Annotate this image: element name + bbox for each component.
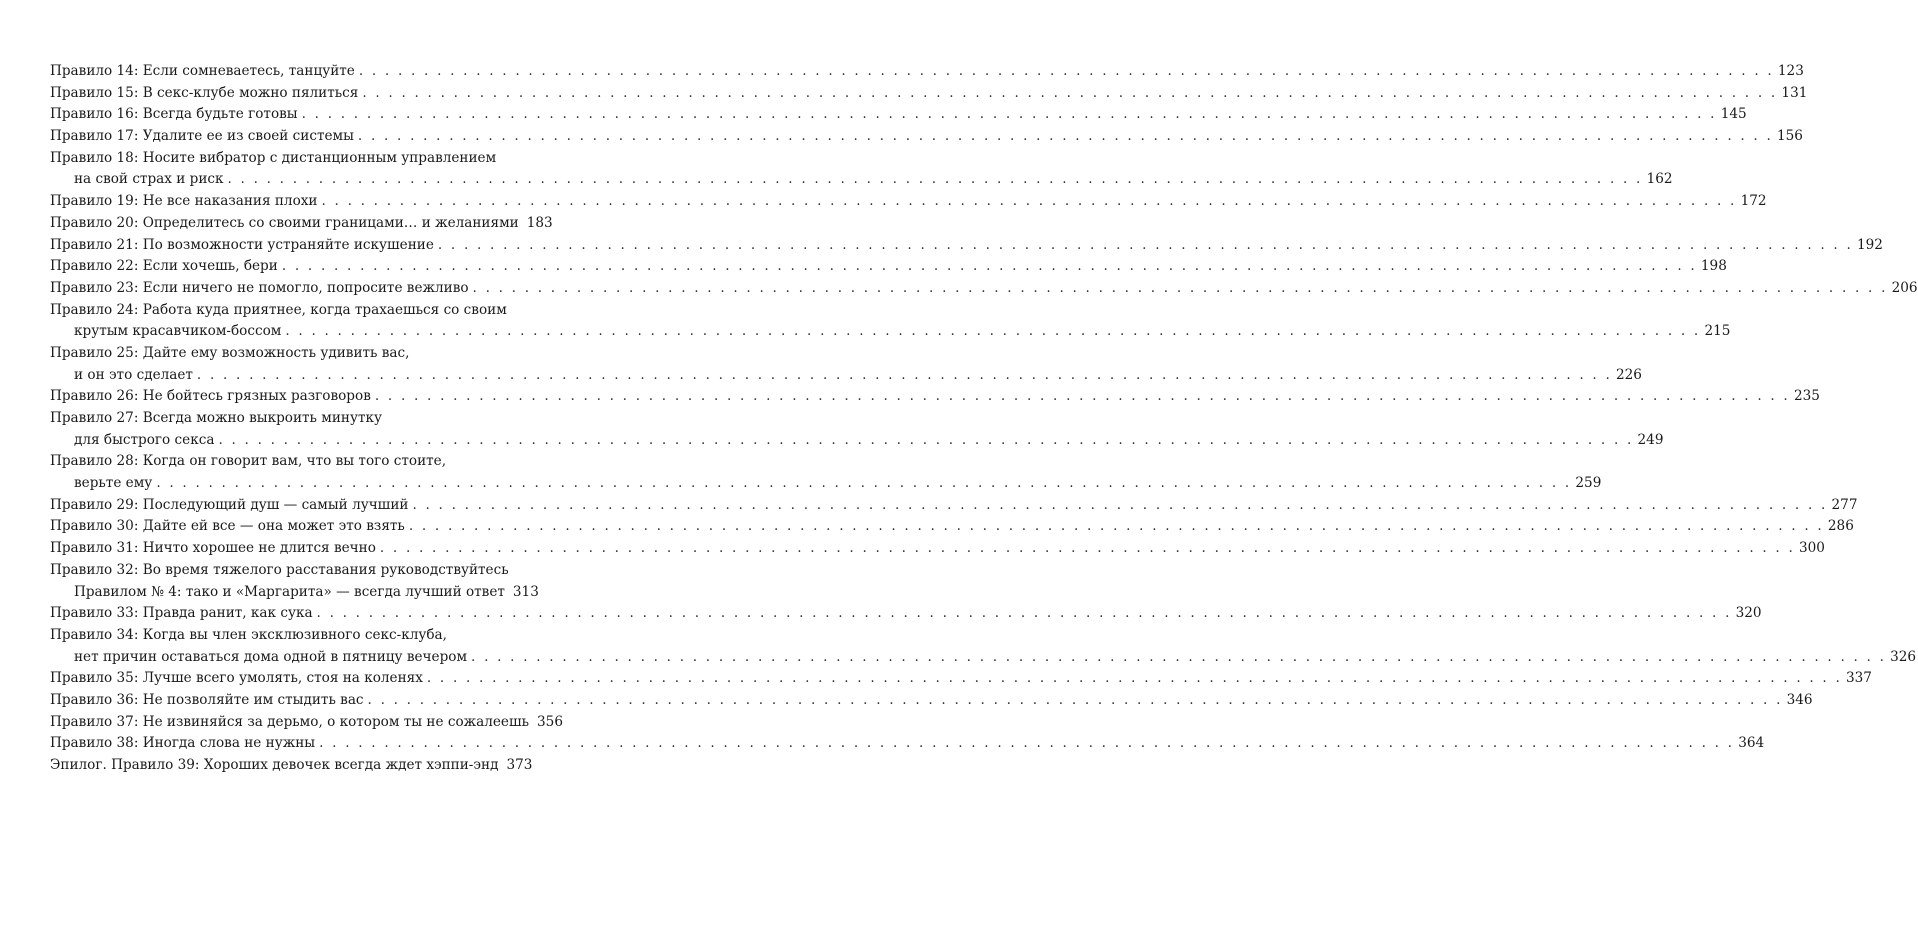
toc-entry-title: Правило 20: Определитесь со своими границами… и желаниями (50, 214, 519, 231)
toc-entry-title: крутым красавчиком-боссом (74, 323, 282, 340)
toc-entry-line (50, 473, 1602, 495)
toc-entry-title: Правило 14: Если сомневаетесь, танцуйте (50, 63, 355, 79)
toc-entry[interactable] (50, 386, 1820, 408)
dot-leader (427, 668, 1842, 690)
toc-entry-line (50, 495, 1858, 517)
toc-entry-line (50, 256, 1727, 278)
toc-entry-line (50, 582, 539, 604)
toc-entry[interactable] (50, 408, 1664, 451)
toc-entry-line (50, 213, 553, 235)
toc-entry-line (50, 538, 1825, 560)
toc-entry-title: Правило 32: Во время тяжелого расставания руководствуйтесь (50, 561, 509, 578)
toc-page-number: 192 (1856, 236, 1883, 253)
toc-entry-title: Правило 24: Работа куда приятнее, когда трахаешься со своим (50, 301, 507, 318)
toc-entry-line (50, 365, 1642, 387)
toc-entry-line (50, 126, 1803, 148)
toc-entry[interactable] (50, 755, 533, 777)
toc-page-number: 286 (1827, 518, 1854, 535)
toc-entry-title: на свой страх и риск (74, 171, 224, 188)
toc-page-number: 235 (1793, 388, 1820, 405)
toc-page-number: 172 (1740, 193, 1767, 210)
toc-page-number: 277 (1831, 496, 1858, 513)
dot-leader (473, 278, 1888, 300)
dot-leader (368, 690, 1783, 712)
toc-entry-line (50, 61, 1804, 83)
toc-page-number: 300 (1798, 540, 1825, 557)
dot-leader (471, 647, 1886, 669)
toc-entry[interactable] (50, 343, 1642, 386)
dot-leader (380, 538, 1795, 560)
toc-page-number: 145 (1720, 106, 1747, 123)
toc-entry-title: Правило 30: Дайте ей все — она может это взять (50, 518, 405, 535)
toc-page-number: 131 (1781, 84, 1808, 101)
dot-leader (438, 235, 1853, 257)
toc-entry[interactable] (50, 213, 553, 235)
dot-leader (285, 321, 1700, 343)
toc-page-number: 226 (1616, 366, 1642, 383)
dot-leader (412, 495, 1827, 517)
toc-page-number: 249 (1637, 431, 1664, 448)
toc-entry-line (50, 755, 533, 777)
toc-entry-title: нет причин оставаться дома одной в пятницу вечером (74, 648, 468, 665)
dot-leader (321, 191, 1736, 213)
toc-entry[interactable] (50, 538, 1825, 560)
toc-entry-line (50, 690, 1813, 712)
toc-entry[interactable] (50, 148, 1673, 191)
toc-entry[interactable] (50, 278, 1918, 300)
toc-entry-title: верьте ему (74, 475, 153, 492)
toc-entry[interactable] (50, 733, 1765, 755)
toc-entry-line (50, 386, 1820, 408)
toc-entry[interactable] (50, 83, 1808, 105)
toc-page-number: 206 (1891, 279, 1918, 296)
toc-entry-title: Правило 36: Не позволяйте им стыдить вас (50, 691, 364, 708)
toc-entry-title: Правило 34: Когда вы член эксклюзивного секс-клуба, (50, 626, 447, 643)
toc-entry-line (50, 560, 515, 582)
dot-leader (317, 603, 1732, 625)
toc-entry-line (50, 83, 1808, 105)
toc-entry-title: Правило 25: Дайте ему возможность удивить вас, (50, 344, 410, 361)
dot-leader (362, 83, 1777, 105)
toc-entry-line (50, 169, 1673, 191)
toc-entry-title: и он это сделает (74, 366, 193, 383)
dot-leader (282, 256, 1697, 278)
toc-entry-line (50, 733, 1765, 755)
toc-entry-title: Правило 29: Последующий душ — самый лучший (50, 496, 409, 513)
toc-entry-title: Правило 33: Правда ранит, как сука (50, 605, 313, 622)
dot-leader (358, 126, 1773, 148)
toc-page-number: 337 (1845, 670, 1872, 687)
toc-entry-line (50, 712, 563, 734)
toc-entry[interactable] (50, 191, 1767, 213)
toc-entry-title: Правило 16: Всегда будьте готовы (50, 106, 298, 123)
toc-entry-title: Правило 37: Не извиняйся за дерьмо, о котором ты не сожалеешь (50, 713, 530, 730)
toc-entry[interactable] (50, 516, 1854, 538)
toc-entry[interactable] (50, 712, 563, 734)
toc-entry-title: Правило 22: Если хочешь, бери (50, 258, 278, 275)
toc-entry-line (50, 278, 1918, 300)
dot-leader (375, 386, 1790, 408)
toc-entry-line (50, 451, 515, 473)
dot-leader (197, 365, 1612, 387)
toc-entry-title: Правило 31: Ничто хорошее не длится вечно (50, 540, 376, 557)
toc-entry-title: Правило 21: По возможности устраняйте искушение (50, 236, 434, 253)
toc-page-number: 162 (1646, 171, 1673, 188)
toc-entry-title: Правило 28: Когда он говорит вам, что вы того стоите, (50, 453, 447, 470)
toc-entry-line (50, 668, 1872, 690)
dot-leader (409, 516, 1824, 538)
toc-entry-line (50, 516, 1854, 538)
toc-entry-title: Правило 27: Всегда можно выкроить минутку (50, 410, 382, 426)
toc-page-number: 259 (1575, 475, 1602, 492)
dot-leader (218, 430, 1633, 452)
toc-entry[interactable] (50, 560, 539, 603)
toc-entry-title: Правило 26: Не бойтесь грязных разговоров (50, 388, 371, 405)
toc-entry[interactable] (50, 451, 1602, 494)
dot-leader (228, 169, 1643, 191)
toc-entry-title: Правило 23: Если ничего не помогло, попросите вежливо (50, 279, 469, 296)
toc-entry-title: Правило 17: Удалите ее из своей системы (50, 128, 354, 145)
toc-entry-line (50, 235, 1883, 257)
toc-entry[interactable] (50, 61, 1804, 83)
toc-entry-line (50, 603, 1762, 625)
toc-entry-line (50, 625, 515, 647)
toc-page-number: 156 (1777, 128, 1803, 145)
toc-entry-title: для быстрого секса (74, 431, 215, 448)
toc-entry[interactable] (50, 495, 1858, 517)
toc-entry[interactable] (50, 126, 1803, 148)
toc-page-number: 123 (1777, 63, 1804, 79)
dot-leader (156, 473, 1571, 495)
toc-entry[interactable] (50, 235, 1883, 257)
toc-entry-title: Эпилог. Правило 39: Хороших девочек всегда ждет хэппи-энд (50, 757, 499, 773)
toc-entry-line (50, 408, 515, 430)
toc-entry-line (50, 191, 1767, 213)
toc-page-number: 198 (1700, 258, 1727, 275)
toc-entry[interactable] (50, 256, 1727, 278)
toc-page-number: 320 (1735, 605, 1762, 622)
toc-entry-line (50, 148, 515, 170)
toc-entry-line (50, 343, 515, 365)
toc-page-number: 373 (506, 757, 533, 773)
toc-entry[interactable] (50, 603, 1762, 625)
toc-entry-title: Правило 15: В секс-клубе можно пялиться (50, 84, 359, 101)
toc-entry[interactable] (50, 690, 1813, 712)
toc-entry-title: Правило 38: Иногда слова не нужны (50, 735, 316, 752)
toc-entry[interactable] (50, 104, 1747, 126)
toc-entry-title: Правило 18: Носите вибратор с дистанционным управлением (50, 149, 497, 166)
toc-entry-line (50, 430, 1664, 452)
toc-page-number: 215 (1704, 323, 1731, 340)
toc-entry-line (50, 647, 1917, 669)
toc-entry-title: Правило 35: Лучше всего умолять, стоя на коленях (50, 670, 423, 687)
dot-leader (319, 733, 1734, 755)
toc-entry-title: Правило 19: Не все наказания плохи (50, 193, 318, 210)
table-of-contents (50, 61, 1918, 777)
toc-entry-title: Правилом № 4: тако и «Маргарита» — всегда лучший ответ (74, 583, 505, 600)
toc-entry-line (50, 104, 1747, 126)
toc-page-number: 326 (1890, 648, 1917, 665)
toc-page-number: 313 (512, 583, 539, 600)
toc-entry-line (50, 300, 515, 322)
toc-page-number: 356 (537, 713, 563, 730)
dot-leader (302, 104, 1717, 126)
toc-page-number: 364 (1738, 735, 1765, 752)
toc-page-number: 183 (526, 214, 553, 231)
toc-page-number: 346 (1786, 691, 1813, 708)
toc-entry[interactable] (50, 300, 1731, 343)
dot-leader (359, 61, 1774, 83)
toc-entry[interactable] (50, 668, 1872, 690)
toc-entry[interactable] (50, 625, 1917, 668)
toc-entry-line (50, 321, 1731, 343)
